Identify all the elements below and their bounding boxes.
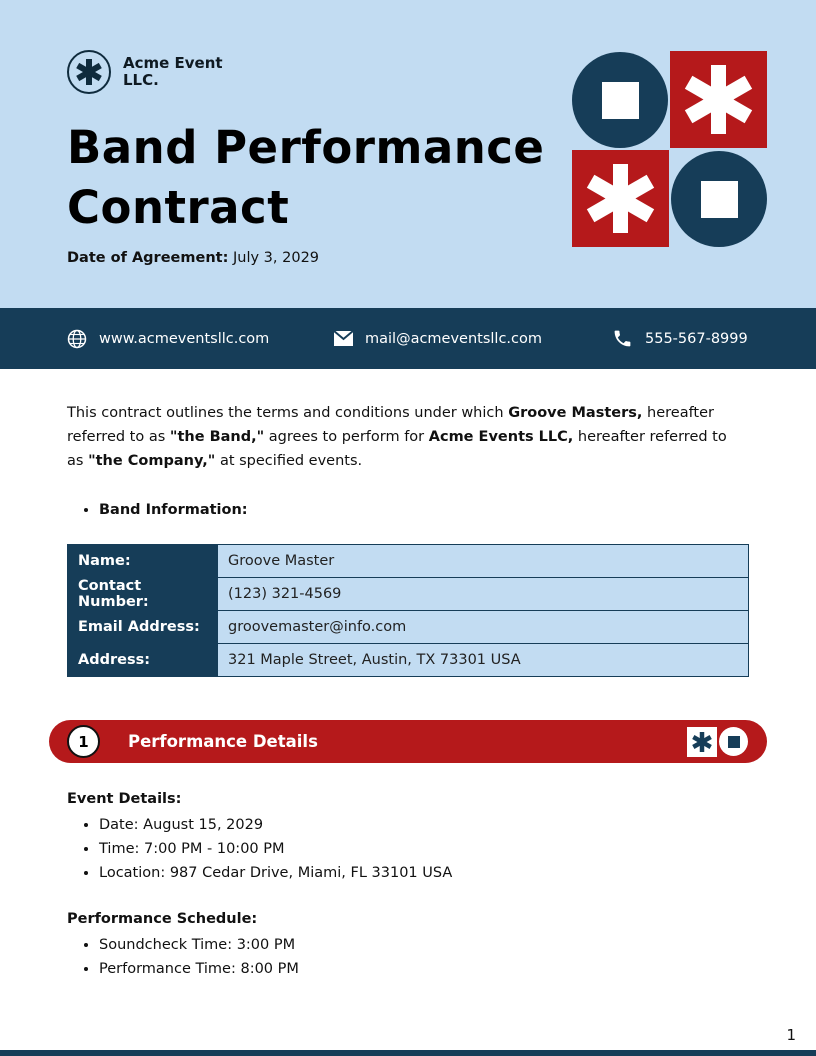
table-label: Name:	[68, 545, 218, 578]
phone-icon	[612, 328, 633, 349]
band-info-table	[67, 544, 749, 677]
decorative-graphic	[571, 51, 768, 248]
table-value: (123) 321-4569	[218, 578, 749, 611]
asterisk-logo-icon	[67, 50, 111, 94]
website-contact[interactable]	[67, 308, 269, 369]
schedule-heading: Performance Schedule:	[67, 911, 258, 927]
phone-contact[interactable]	[612, 308, 748, 369]
table-label: Email Address:	[68, 611, 218, 644]
agreement-date-value: July 3, 2029	[232, 250, 320, 266]
table-label: Contact Number:	[68, 578, 218, 611]
band-name: Groove Masters,	[508, 405, 643, 421]
band-info-heading-list	[67, 502, 248, 518]
header-banner	[0, 0, 816, 308]
circle-square-icon	[719, 727, 748, 756]
phone-text: 555-567-8999	[645, 330, 748, 347]
section-number: 1	[67, 725, 100, 758]
section-title: Performance Details	[128, 732, 318, 751]
mail-icon	[334, 331, 353, 346]
intro-text: agrees to perform for	[264, 429, 429, 445]
list-item: • Soundcheck Time: 3:00 PM	[99, 933, 299, 957]
intro-text: hereafter referred to as	[67, 405, 714, 445]
event-details-list	[67, 813, 452, 885]
intro-text: hereafter referred to as	[67, 429, 727, 469]
list-item: • Location: 987 Cedar Drive, Miami, FL 33101 USA	[99, 861, 452, 885]
table-label: Address:	[68, 644, 218, 677]
agreement-date-label: Date of Agreement:	[67, 250, 229, 266]
table-row	[68, 545, 749, 578]
table-row	[68, 611, 749, 644]
agreement-date	[67, 250, 319, 266]
band-alias: "the Band,"	[169, 429, 265, 445]
company-alias: "the Company,"	[88, 453, 216, 469]
company-legal-name: Acme Events LLC,	[428, 429, 574, 445]
asterisk-icon	[687, 727, 717, 757]
schedule-list	[67, 933, 299, 981]
website-text: www.acmeventsllc.com	[99, 330, 270, 347]
band-info-heading: • Band Information:	[99, 502, 248, 518]
page-number: 1	[786, 1026, 796, 1044]
table-row	[68, 578, 749, 611]
event-details-heading: Event Details:	[67, 791, 182, 807]
table-value: 321 Maple Street, Austin, TX 73301 USA	[218, 644, 749, 677]
footer-bar	[0, 1050, 816, 1056]
section-header-performance	[49, 720, 767, 763]
list-item: • Performance Time: 8:00 PM	[99, 957, 299, 981]
table-value: groovemaster@info.com	[218, 611, 749, 644]
company-logo	[67, 50, 233, 94]
table-value: Groove Master	[218, 545, 749, 578]
intro-text: This contract outlines the terms and conditions under which	[67, 405, 509, 421]
email-contact[interactable]	[334, 308, 542, 369]
company-name: Acme Event LLC.	[123, 54, 223, 89]
list-item: • Time: 7:00 PM - 10:00 PM	[99, 837, 452, 861]
contact-bar	[0, 308, 816, 369]
list-item: • Date: August 15, 2029	[99, 813, 452, 837]
table-row	[68, 644, 749, 677]
intro-text: at specified events.	[215, 453, 363, 469]
email-text: mail@acmeventsllc.com	[365, 330, 543, 347]
intro-paragraph	[67, 401, 747, 473]
page-title: Band Performance Contract	[67, 121, 545, 234]
globe-icon	[67, 329, 87, 349]
